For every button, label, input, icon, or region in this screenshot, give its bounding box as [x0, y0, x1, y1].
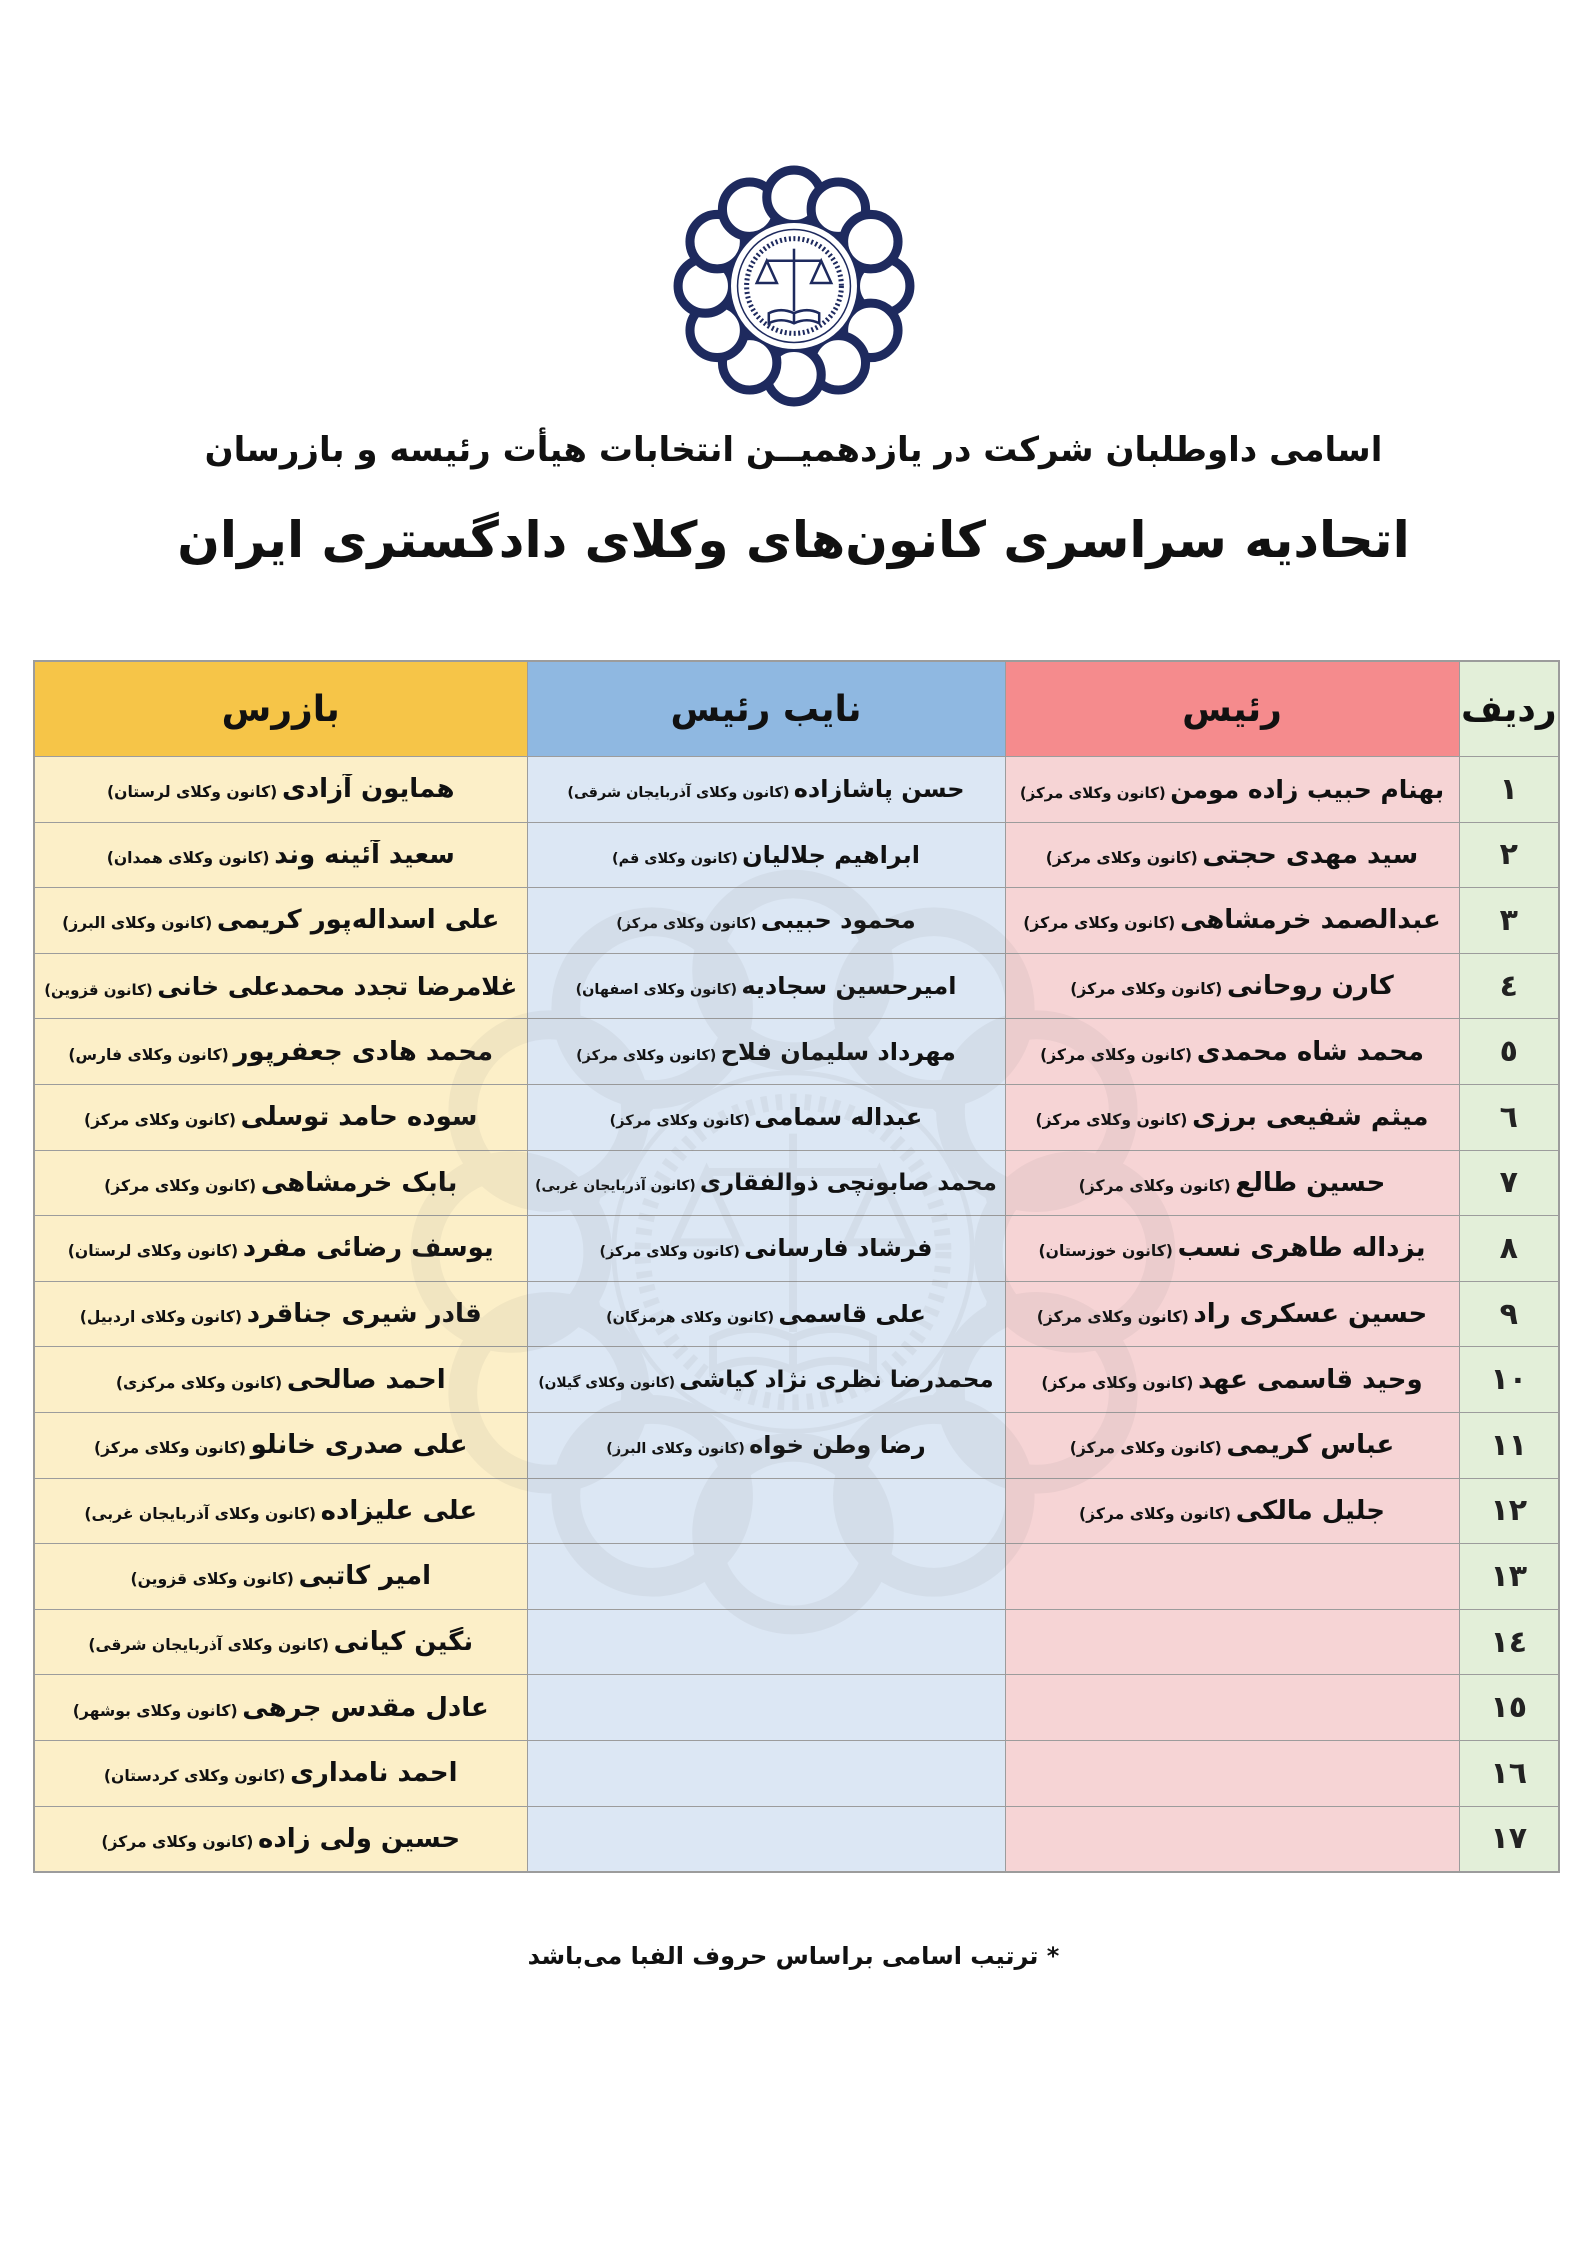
- table-row: [34, 1019, 1559, 1085]
- candidate: [1006, 971, 1459, 1001]
- candidate-name: محمد هادی جعفرپور: [233, 1036, 494, 1067]
- candidate: [528, 841, 1005, 869]
- inspector-cell: [34, 1609, 527, 1675]
- candidate-bar-association: (کانون وکلای مرکز): [1041, 1373, 1194, 1392]
- row-number: ١: [1459, 757, 1559, 823]
- candidate-name: مهرداد سلیمان فلاح: [720, 1037, 956, 1066]
- candidate: [35, 1693, 527, 1723]
- candidate-bar-association: (کانون وکلای مرکز): [1019, 783, 1166, 802]
- candidate-bar-association: (کانون وکلای مرکز): [83, 1111, 236, 1130]
- candidate-bar-association: (کانون وکلای مرکزی): [115, 1373, 283, 1392]
- candidate-name: بهنام حبیب زاده مومن: [1170, 774, 1445, 804]
- candidate: [35, 840, 527, 870]
- row-number: ٦: [1459, 1084, 1559, 1150]
- candidate-name: جلیل مالکی: [1235, 1495, 1385, 1526]
- president-cell-empty: [1005, 1609, 1459, 1675]
- inspector-cell: [34, 1150, 527, 1216]
- candidate-name: حسین عسکری راد: [1193, 1299, 1428, 1330]
- candidate-name: عادل مقدس جرهی: [242, 1692, 489, 1723]
- candidate-name: قادر شیری جناقرد: [246, 1299, 482, 1330]
- candidate: [35, 1496, 527, 1526]
- table-row: [34, 1216, 1559, 1282]
- candidate-name: محمد صابونچی ذوالفقاری: [699, 1169, 997, 1196]
- bar-association-emblem-icon: [668, 160, 920, 412]
- row-number: ١٤: [1459, 1609, 1559, 1675]
- header-inspector: بازرس: [34, 661, 527, 757]
- candidate-bar-association: (کانون وکلای گیلان): [538, 1374, 676, 1391]
- president-cell: [1005, 1019, 1459, 1085]
- candidate-bar-association: (کانون وکلای لرستان): [107, 783, 278, 802]
- candidate-bar-association: (کانون وکلای مرکز): [1070, 980, 1223, 999]
- candidate: [35, 1037, 527, 1067]
- candidate-name: علی صدری خانلو: [250, 1430, 468, 1461]
- vice-president-cell: [527, 888, 1005, 954]
- vice-president-cell: [527, 1412, 1005, 1478]
- candidate: [35, 1168, 527, 1198]
- candidate-name: عبداله سمامی: [754, 1103, 923, 1132]
- president-cell-empty: [1005, 1740, 1459, 1806]
- candidate: [528, 906, 1005, 934]
- candidate: [528, 1234, 1005, 1262]
- candidate-bar-association: (کانون وکلای مرکز): [104, 1176, 257, 1195]
- vice-president-cell: [527, 1216, 1005, 1282]
- candidate: [35, 1430, 527, 1460]
- candidate: [1006, 840, 1459, 870]
- row-number: ١٥: [1459, 1675, 1559, 1741]
- candidate-bar-association: (کانون وکلای مرکز): [1069, 1439, 1222, 1458]
- inspector-cell: [34, 1412, 527, 1478]
- candidates-table: [33, 660, 1560, 1873]
- president-cell: [1005, 1347, 1459, 1413]
- row-number: ١٧: [1459, 1806, 1559, 1872]
- inspector-cell: [34, 1740, 527, 1806]
- candidate: [35, 1561, 527, 1591]
- inspector-cell: [34, 1281, 527, 1347]
- vice-president-cell: [527, 1019, 1005, 1085]
- candidate-bar-association: (کانون قزوین): [44, 980, 153, 999]
- president-cell: [1005, 822, 1459, 888]
- vice-president-cell-empty: [527, 1544, 1005, 1610]
- candidate-bar-association: (کانون وکلای مرکز): [101, 1832, 254, 1851]
- candidate: [1006, 905, 1459, 935]
- candidate-bar-association: (کانون وکلای مرکز): [576, 1047, 717, 1064]
- candidate-bar-association: (کانون وکلای اصفهان): [575, 982, 738, 999]
- inspector-cell: [34, 1544, 527, 1610]
- table-row: [34, 1675, 1559, 1741]
- candidate: [528, 1103, 1005, 1131]
- table-row: [34, 1150, 1559, 1216]
- candidate: [528, 1367, 1005, 1393]
- table-row: [34, 1806, 1559, 1872]
- candidate-bar-association: (کانون وکلای کردستان): [103, 1767, 286, 1786]
- table-row: [34, 1412, 1559, 1478]
- title-line-1: اسامی داوطلبان شرکت در یازدهمیــن انتخابات هیأت رئیسه و بازرسان: [204, 430, 1383, 470]
- president-cell: [1005, 1478, 1459, 1544]
- candidate-name: سعید آئینه وند: [274, 839, 455, 870]
- candidate: [1006, 1430, 1459, 1460]
- inspector-cell: [34, 1216, 527, 1282]
- inspector-cell: [34, 1478, 527, 1544]
- candidate-name: کارن روحانی: [1226, 971, 1394, 1002]
- table-row: [34, 1544, 1559, 1610]
- row-number: ٣: [1459, 888, 1559, 954]
- candidate: [35, 1824, 527, 1854]
- vice-president-cell: [527, 1084, 1005, 1150]
- candidate: [35, 1758, 527, 1788]
- candidate-bar-association: (کانون وکلای قم): [612, 850, 738, 867]
- candidate-bar-association: (کانون آذربایجان غربی): [535, 1177, 696, 1194]
- candidate-name: رضا وطن خواه: [749, 1431, 926, 1460]
- candidate: [35, 1233, 527, 1263]
- president-cell: [1005, 888, 1459, 954]
- candidate-bar-association: (کانون وکلای مرکز): [616, 916, 757, 933]
- row-number: ١٣: [1459, 1544, 1559, 1610]
- vice-president-cell: [527, 953, 1005, 1019]
- candidate: [528, 972, 1005, 1000]
- candidate-name: نگین کیانی: [333, 1627, 474, 1658]
- candidate-bar-association: (کانون وکلای آذربایجان شرقی): [88, 1636, 329, 1655]
- president-cell-empty: [1005, 1675, 1459, 1741]
- table-row: [34, 1281, 1559, 1347]
- candidate-name: عبدالصمد خرمشاهی: [1179, 905, 1441, 936]
- candidate-name: یوسف رضائی مفرد: [242, 1233, 494, 1264]
- president-cell: [1005, 757, 1459, 823]
- candidate: [35, 1299, 527, 1329]
- candidate-bar-association: (کانون وکلای مرکز): [1079, 1504, 1232, 1523]
- row-number: ٤: [1459, 953, 1559, 1019]
- table-row: [34, 1740, 1559, 1806]
- row-number: ٧: [1459, 1150, 1559, 1216]
- vice-president-cell: [527, 757, 1005, 823]
- president-cell: [1005, 1281, 1459, 1347]
- candidate-name: احمد نامداری: [290, 1758, 458, 1789]
- inspector-cell: [34, 888, 527, 954]
- row-number: ٨: [1459, 1216, 1559, 1282]
- candidate-name: حسن پاشازاده: [793, 775, 965, 804]
- candidate-bar-association: (کانون وکلای هرمزگان): [606, 1310, 775, 1327]
- president-cell: [1005, 1084, 1459, 1150]
- inspector-cell: [34, 1084, 527, 1150]
- table-row: [34, 1347, 1559, 1413]
- candidate: [528, 1300, 1005, 1328]
- candidate-bar-association: (کانون وکلای مرکز): [1078, 1176, 1231, 1195]
- candidate: [35, 774, 527, 804]
- candidate-name: علی اسداله‌پور کریمی: [216, 905, 500, 936]
- candidate-name: فرشاد فارسانی: [744, 1234, 933, 1263]
- candidate: [35, 1365, 527, 1395]
- inspector-cell: [34, 1347, 527, 1413]
- candidate-bar-association: (کانون وکلای مرکز): [1045, 848, 1198, 867]
- footnote: * ترتیب اسامی براساس حروف الفبا می‌باشد: [527, 1942, 1060, 1970]
- inspector-cell: [34, 1675, 527, 1741]
- candidate-bar-association: (کانون وکلای البرز): [606, 1441, 745, 1458]
- title-line-2: اتحادیه سراسری کانون‌های وکلای دادگستری ایران: [177, 511, 1410, 569]
- row-number: ١٢: [1459, 1478, 1559, 1544]
- president-cell: [1005, 1150, 1459, 1216]
- inspector-cell: [34, 953, 527, 1019]
- vice-president-cell-empty: [527, 1478, 1005, 1544]
- candidate: [1006, 775, 1459, 804]
- candidate-name: محمود حبیبی: [760, 906, 916, 935]
- candidate: [1006, 1102, 1459, 1132]
- candidate-name: محمدرضا نظری نژاد کیاشی: [679, 1366, 994, 1393]
- table-row: [34, 1084, 1559, 1150]
- table-row: [34, 757, 1559, 823]
- candidate-bar-association: (کانون وکلای قزوین): [130, 1570, 294, 1589]
- row-number: ١٠: [1459, 1347, 1559, 1413]
- candidate-name: حسین ولی زاده: [258, 1823, 461, 1854]
- candidate: [35, 972, 527, 1001]
- inspector-cell: [34, 757, 527, 823]
- header-row-number: ردیف: [1459, 661, 1559, 757]
- candidate-bar-association: (کانون وکلای همدان): [106, 848, 270, 867]
- candidate: [35, 905, 527, 935]
- president-cell: [1005, 1216, 1459, 1282]
- candidate-name: علی قاسمی: [778, 1300, 926, 1329]
- candidate: [1006, 1299, 1459, 1329]
- candidate-bar-association: (کانون وکلای مرکز): [1023, 914, 1176, 933]
- candidate-bar-association: (کانون وکلای مرکز): [1035, 1111, 1188, 1130]
- inspector-cell: [34, 1806, 527, 1872]
- candidate-name: بابک خرمشاهی: [260, 1167, 458, 1198]
- candidate-bar-association: (کانون خوزستان): [1038, 1242, 1173, 1261]
- candidate-name: غلامرضا تجدد محمدعلی خانی: [157, 971, 518, 1001]
- candidate-name: حسین طالع: [1235, 1167, 1386, 1198]
- vice-president-cell-empty: [527, 1675, 1005, 1741]
- candidate-bar-association: (کانون وکلای لرستان): [67, 1242, 239, 1261]
- vice-president-cell: [527, 1150, 1005, 1216]
- candidate-bar-association: (کانون وکلای مرکز): [93, 1439, 246, 1458]
- candidate-name: میثم شفیعی برزی: [1192, 1102, 1429, 1133]
- vice-president-cell-empty: [527, 1806, 1005, 1872]
- candidate-name: عباس کریمی: [1226, 1430, 1395, 1461]
- candidate-name: احمد صالحی: [286, 1364, 446, 1395]
- header-vice-president: نایب رئیس: [527, 661, 1005, 757]
- vice-president-cell-empty: [527, 1740, 1005, 1806]
- candidate-name: سید مهدی حجتی: [1202, 839, 1419, 870]
- candidate-name: یزداله طاهری نسب: [1177, 1233, 1426, 1264]
- candidate-name: امیر کاتبی: [298, 1561, 431, 1592]
- candidate-bar-association: (کانون وکلای البرز): [62, 914, 213, 933]
- candidate-bar-association: (کانون وکلای مرکز): [609, 1113, 750, 1130]
- candidate-bar-association: (کانون وکلای مرکز): [1040, 1045, 1193, 1064]
- president-cell-empty: [1005, 1544, 1459, 1610]
- table-row: [34, 1478, 1559, 1544]
- header-president: رئیس: [1005, 661, 1459, 757]
- candidate: [1006, 1233, 1459, 1263]
- candidate: [528, 1431, 1005, 1459]
- candidate: [528, 1170, 1005, 1196]
- candidate-bar-association: (کانون وکلای آذربایجان غربی): [84, 1504, 316, 1523]
- president-cell: [1005, 953, 1459, 1019]
- row-number: ١٦: [1459, 1740, 1559, 1806]
- row-number: ٥: [1459, 1019, 1559, 1085]
- candidate: [528, 1038, 1005, 1066]
- candidate-name: ابراهیم جلالیان: [742, 840, 920, 869]
- candidate-name: علی علیزاده: [320, 1495, 478, 1526]
- vice-president-cell-empty: [527, 1609, 1005, 1675]
- candidate-bar-association: (کانون وکلای مرکز): [1036, 1308, 1189, 1327]
- candidate-bar-association: (کانون وکلای مرکز): [599, 1244, 740, 1261]
- candidate-name: امیرحسین سجادیه: [741, 972, 957, 1001]
- candidate-bar-association: (کانون وکلای اردبیل): [79, 1308, 243, 1327]
- candidate-name: محمد شاه محمدی: [1196, 1036, 1424, 1067]
- vice-president-cell: [527, 822, 1005, 888]
- table-row: [34, 953, 1559, 1019]
- row-number: ٢: [1459, 822, 1559, 888]
- candidate: [35, 1102, 527, 1132]
- candidate-bar-association: (کانون وکلای آذربایجان شرقی): [567, 785, 790, 802]
- candidate: [1006, 1168, 1459, 1198]
- candidate-bar-association: (کانون وکلای بوشهر): [72, 1701, 238, 1720]
- candidate-bar-association: (کانون وکلای فارس): [68, 1045, 229, 1064]
- table-row: [34, 1609, 1559, 1675]
- candidate: [1006, 1496, 1459, 1526]
- candidate: [528, 775, 1005, 803]
- inspector-cell: [34, 1019, 527, 1085]
- row-number: ١١: [1459, 1412, 1559, 1478]
- table-row: [34, 888, 1559, 954]
- candidate: [1006, 1365, 1459, 1395]
- president-cell: [1005, 1412, 1459, 1478]
- candidate-name: همایون آزادی: [281, 774, 455, 805]
- candidate: [1006, 1037, 1459, 1067]
- candidate: [35, 1627, 527, 1657]
- row-number: ٩: [1459, 1281, 1559, 1347]
- table-header-row: [34, 661, 1559, 757]
- candidate-name: وحید قاسمی عهد: [1198, 1364, 1423, 1395]
- inspector-cell: [34, 822, 527, 888]
- president-cell-empty: [1005, 1806, 1459, 1872]
- candidate-name: سوده حامد توسلی: [240, 1102, 478, 1133]
- vice-president-cell: [527, 1281, 1005, 1347]
- vice-president-cell: [527, 1347, 1005, 1413]
- table-row: [34, 822, 1559, 888]
